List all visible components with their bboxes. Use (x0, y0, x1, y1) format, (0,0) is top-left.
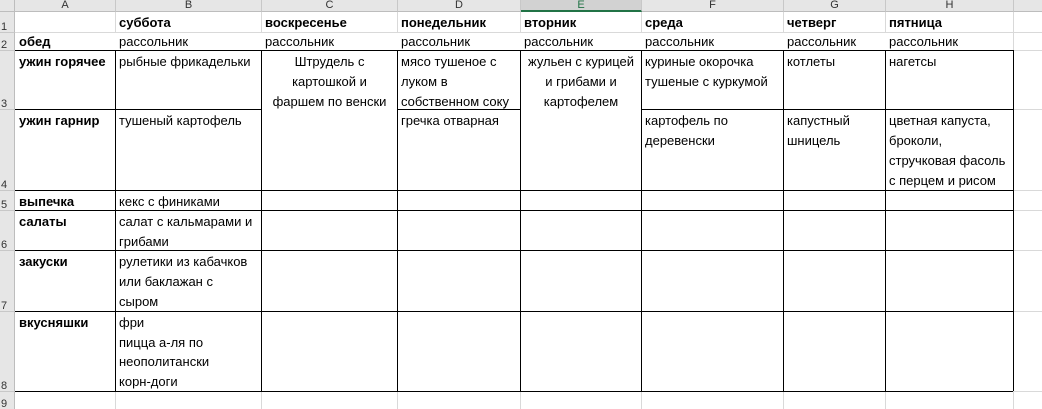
row-header-6[interactable] (0, 211, 15, 251)
header-saturday[interactable]: суббота (119, 15, 171, 30)
cell-dinner-hot-thursday[interactable]: котлеты (787, 54, 836, 69)
column-header-e[interactable]: E (521, 0, 642, 12)
cell-dinner-hot-monday[interactable]: мясо тушеное с луком в собственном соку (401, 54, 509, 109)
row-number: 8 (1, 380, 8, 392)
row-header-3[interactable] (0, 51, 15, 110)
label-snacks[interactable]: закуски (19, 254, 68, 269)
label-dinner-hot[interactable]: ужин горячее (19, 54, 106, 69)
row-number: 6 (1, 239, 8, 251)
row-header-1[interactable] (0, 12, 15, 33)
header-friday[interactable]: пятница (889, 15, 943, 30)
column-header-b[interactable]: B (116, 0, 262, 12)
column-header-f[interactable]: F (642, 0, 784, 12)
cell-snacks-saturday[interactable]: рулетики из кабачков или баклажан с сыром (119, 254, 248, 309)
header-wednesday[interactable]: среда (645, 15, 683, 30)
cell-dinner-side-monday[interactable]: гречка отварная (401, 113, 499, 128)
cell-lunch-thursday[interactable]: рассольник (787, 34, 857, 49)
header-sunday[interactable]: воскресенье (265, 15, 347, 30)
cell-dinner-merged-sunday[interactable]: Штрудель с картошкой и фаршем по венски (272, 54, 387, 109)
header-tuesday[interactable]: вторник (524, 15, 577, 30)
cell-dinner-hot-friday[interactable]: нагетсы (889, 54, 937, 69)
row-number: 5 (1, 199, 8, 211)
header-monday[interactable]: понедельник (401, 15, 486, 30)
label-salads[interactable]: салаты (19, 214, 67, 229)
cell-lunch-saturday[interactable]: рассольник (119, 34, 189, 49)
cell-dinner-merged-tuesday[interactable]: жульен с курицей и грибами и картофелем (527, 54, 635, 109)
cell-pastry-saturday[interactable]: кекс с финиками (119, 194, 220, 209)
row-number: 1 (1, 21, 8, 33)
row-number: 7 (1, 300, 8, 312)
row-header-7[interactable] (0, 251, 15, 312)
cell-lunch-wednesday[interactable]: рассольник (645, 34, 715, 49)
cell-dinner-side-thursday[interactable]: капустный шницель (787, 113, 850, 148)
label-treats[interactable]: вкусняшки (19, 315, 89, 330)
row-header-2[interactable] (0, 33, 15, 51)
row-header-4[interactable] (0, 110, 15, 191)
label-dinner-side[interactable]: ужин гарнир (19, 113, 100, 128)
row-number: 4 (1, 179, 8, 191)
row-number: 9 (1, 398, 8, 409)
cell-dinner-side-wednesday[interactable]: картофель по деревенски (645, 113, 728, 148)
cell-treats-saturday[interactable]: фри пицца а-ля по неополитански корн-доги (119, 315, 210, 389)
column-header-d[interactable]: D (398, 0, 521, 12)
column-header-g[interactable]: G (784, 0, 886, 12)
row-number: 2 (1, 39, 8, 51)
row-header-5[interactable] (0, 191, 15, 211)
header-thursday[interactable]: четверг (787, 15, 837, 30)
cell-dinner-hot-wednesday[interactable]: куриные окорочка тушеные с куркумой (645, 54, 768, 89)
cell-lunch-friday[interactable]: рассольник (889, 34, 959, 49)
row-header-9[interactable] (0, 392, 15, 409)
cell-lunch-sunday[interactable]: рассольник (265, 34, 335, 49)
cell-dinner-hot-saturday[interactable]: рыбные фрикадельки (119, 54, 251, 69)
column-header-a[interactable]: A (15, 0, 116, 12)
cell-salads-saturday[interactable]: салат с кальмарами и грибами (119, 214, 253, 249)
cell-dinner-side-saturday[interactable]: тушеный картофель (119, 113, 242, 128)
cell-lunch-tuesday[interactable]: рассольник (524, 34, 594, 49)
row-header-8[interactable] (0, 312, 15, 392)
cell-dinner-side-friday[interactable]: цветная капуста, броколи, стручковая фасоль с перцем и рисом (889, 113, 1006, 188)
select-all-corner[interactable] (0, 0, 15, 12)
label-pastry[interactable]: выпечка (19, 194, 75, 209)
column-header-i[interactable] (1014, 0, 1042, 12)
column-header-h[interactable]: H (886, 0, 1014, 12)
cell-lunch-monday[interactable]: рассольник (401, 34, 471, 49)
row-number: 3 (1, 98, 8, 110)
column-header-c[interactable]: C (262, 0, 398, 12)
label-lunch[interactable]: обед (19, 34, 51, 49)
